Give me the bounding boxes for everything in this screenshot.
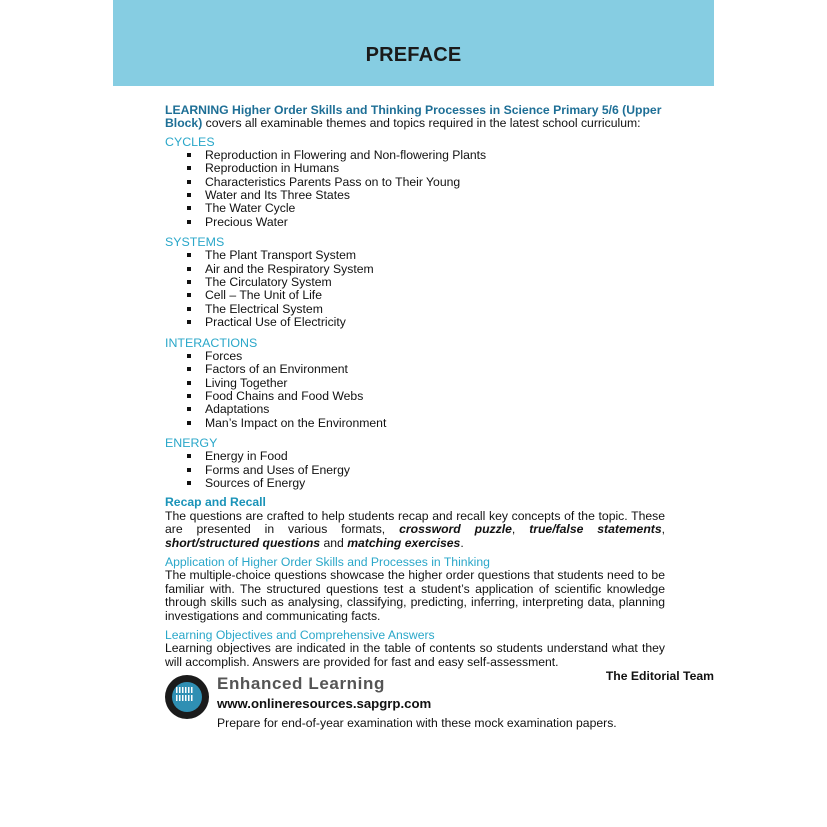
format-structured: short/structured questions xyxy=(165,535,321,550)
theme-title: ENERGY xyxy=(165,436,218,451)
list-item: Forms and Uses of Energy xyxy=(165,464,665,477)
list-item: Energy in Food xyxy=(165,450,665,463)
list-item: Sources of Energy xyxy=(165,477,665,490)
list-item: Precious Water xyxy=(165,216,665,229)
recap-text: The questions are crafted to help students recap and recall key concepts of the topic. These are presented in various formats, xyxy=(165,508,665,537)
title-banner xyxy=(113,0,714,86)
resource-url-link[interactable]: www.onlineresources.sapgrp.com xyxy=(217,696,432,712)
page-title: PREFACE xyxy=(365,44,462,66)
topic-list xyxy=(165,149,665,229)
separator: , xyxy=(511,522,530,537)
list-item: Reproduction in Humans xyxy=(165,162,665,175)
format-matching: matching exercises xyxy=(347,535,461,550)
topic-list xyxy=(165,350,665,430)
theme-title: CYCLES xyxy=(165,134,215,149)
theme-title: SYSTEMS xyxy=(165,235,225,250)
preface-page xyxy=(113,0,714,827)
list-item: Man’s Impact on the Environment xyxy=(165,417,665,430)
preface-content xyxy=(165,103,666,731)
separator: , xyxy=(661,522,666,537)
theme-cycles xyxy=(165,135,665,229)
separator: . xyxy=(460,535,464,550)
format-true-false: true/false statements xyxy=(529,522,662,537)
brand-name: Enhanced Learning xyxy=(217,674,385,694)
list-item: Characteristics Parents Pass on to Their Young xyxy=(165,176,665,189)
list-item: Forces xyxy=(165,350,665,363)
list-item: The Electrical System xyxy=(165,303,665,316)
objectives-heading: Learning Objectives and Comprehensive Answers xyxy=(165,628,435,642)
list-item: Factors of an Environment xyxy=(165,363,665,376)
promo-tagline: Prepare for end-of-year examination with these mock examination papers. xyxy=(217,716,617,731)
list-item: Food Chains and Food Webs xyxy=(165,390,665,403)
recap-heading: Recap and Recall xyxy=(165,495,266,510)
list-item: The Plant Transport System xyxy=(165,249,665,262)
format-crossword: crossword puzzle xyxy=(399,522,512,537)
list-item: Air and the Respiratory System xyxy=(165,263,665,276)
topic-list xyxy=(165,450,665,490)
topic-list xyxy=(165,249,665,329)
application-heading: Application of Higher Order Skills and Processes in Thinking xyxy=(165,554,490,569)
enhanced-learning-logo-icon xyxy=(165,675,209,719)
list-item: Water and Its Three States xyxy=(165,189,665,202)
theme-interactions xyxy=(165,336,665,430)
list-item: Cell – The Unit of Life xyxy=(165,289,665,302)
book-title: LEARNING Higher Order Skills and Thinking Processes in Science Primary 5/6 (Upper Block) xyxy=(165,103,662,131)
online-resources-promo xyxy=(165,674,665,731)
list-item: Practical Use of Electricity xyxy=(165,316,665,329)
recap-paragraph xyxy=(165,510,665,550)
separator: and xyxy=(320,535,348,550)
theme-title: INTERACTIONS xyxy=(165,335,258,350)
signoff: The Editorial Team xyxy=(605,669,714,683)
list-item: Living Together xyxy=(165,377,665,390)
list-item: The Water Cycle xyxy=(165,202,665,215)
intro-text: covers all examinable themes and topics required in the latest school curriculum: xyxy=(202,116,641,131)
theme-systems xyxy=(165,235,665,329)
list-item: The Circulatory System xyxy=(165,276,665,289)
list-item: Adaptations xyxy=(165,403,665,416)
application-paragraph: The multiple-choice questions showcase the higher order questions that students need to be familiar with. The structured questions test a student’s application of scientific knowledge through skills such as analysing, classifying, predicting, inferring, interpreting data, planning investigations and communicating facts. xyxy=(165,568,665,623)
list-item: Reproduction in Flowering and Non-flowering Plants xyxy=(165,149,665,162)
theme-energy xyxy=(165,436,665,490)
objectives-paragraph: Learning objectives are indicated in the table of contents so students understand what they will accomplish. Answers are provided for fast and easy self-assessment. xyxy=(165,641,665,669)
intro-paragraph xyxy=(165,104,665,131)
